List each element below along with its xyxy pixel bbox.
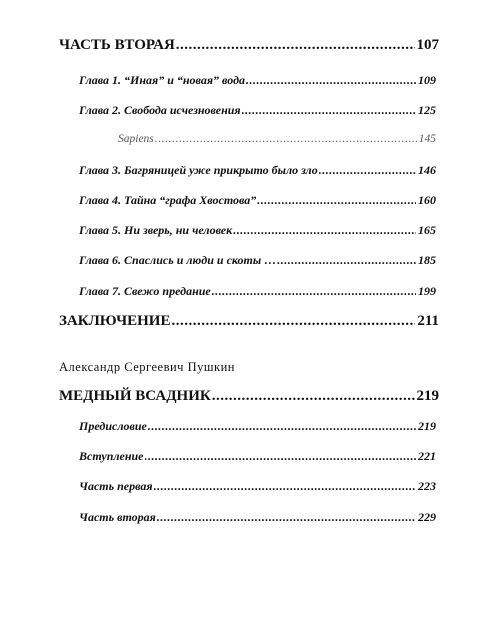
toc-entry-page: 165 xyxy=(418,223,436,237)
toc-entry-page: 146 xyxy=(418,163,436,177)
toc-entry-title: Глава 7. Свежо предание xyxy=(79,284,211,298)
toc-leader-dots xyxy=(246,73,416,88)
toc-entry-title: МЕДНЫЙ ВСАДНИК xyxy=(59,388,211,404)
toc-entry-page: 223 xyxy=(418,479,436,493)
toc-entry-title: Глава 3. Багряницей уже прикрыто было зло xyxy=(79,163,318,177)
toc-leader-dots xyxy=(242,103,416,118)
toc-leader-dots xyxy=(157,510,416,525)
toc-leader-dots xyxy=(277,253,416,268)
toc-entry-page: 145 xyxy=(418,133,436,145)
toc-entry-page: 221 xyxy=(418,449,436,463)
toc-entry-title: ЗАКЛЮЧЕНИЕ xyxy=(59,313,171,329)
toc-entry-part-one[interactable] xyxy=(79,479,436,494)
toc-entry-page: 125 xyxy=(418,103,436,117)
toc-entry-title: Часть вторая xyxy=(79,510,156,524)
toc-leader-dots xyxy=(145,449,416,464)
toc-entry-conclusion[interactable] xyxy=(59,313,439,330)
toc-entry-page: 219 xyxy=(418,419,436,433)
toc-entry-page: 219 xyxy=(416,388,439,404)
toc-entry-title: Вступление xyxy=(79,449,144,463)
toc-leader-dots xyxy=(171,313,415,330)
author-name: Александр Сергеевич Пушкин xyxy=(59,360,235,374)
toc-entry-page: 211 xyxy=(417,313,439,329)
toc-leader-dots xyxy=(233,223,416,238)
toc-entry-title: Предисловие xyxy=(79,419,147,433)
toc-entry-page: 160 xyxy=(418,193,436,207)
toc-entry-bronze-horseman[interactable] xyxy=(59,388,439,405)
toc-entry-title: Глава 2. Свобода исчезновения xyxy=(79,103,241,117)
toc-leader-dots xyxy=(176,37,415,54)
toc-entry-page: 109 xyxy=(418,73,436,87)
toc-entry-title: Глава 4. Тайна “графа Хвостова” xyxy=(79,193,257,207)
toc-entry-part-two[interactable] xyxy=(59,37,439,54)
toc-entry-chapter-5[interactable] xyxy=(79,223,436,238)
toc-entry-title: Sapiens xyxy=(118,133,154,145)
toc-entry-chapter-7[interactable] xyxy=(79,284,436,299)
toc-entry-page: 199 xyxy=(418,284,436,298)
toc-entry-part-two-poem[interactable] xyxy=(79,510,436,525)
toc-entry-preface[interactable] xyxy=(79,419,436,434)
toc-entry-sapiens[interactable] xyxy=(118,133,436,145)
toc-leader-dots xyxy=(154,479,416,494)
toc-entry-title: Часть первая xyxy=(79,479,153,493)
toc-entry-page: 185 xyxy=(418,253,436,267)
toc-entry-introduction[interactable] xyxy=(79,449,436,464)
toc-leader-dots xyxy=(155,133,417,145)
toc-leader-dots xyxy=(212,284,416,299)
toc-entry-title: Глава 5. Ни зверь, ни человек xyxy=(79,223,233,237)
toc-entry-chapter-1[interactable] xyxy=(79,73,436,88)
toc-leader-dots xyxy=(319,163,416,178)
toc-entry-chapter-3[interactable] xyxy=(79,163,436,178)
toc-entry-chapter-2[interactable] xyxy=(79,103,436,118)
toc-entry-title: ЧАСТЬ ВТОРАЯ xyxy=(59,37,175,53)
toc-entry-page: 229 xyxy=(418,510,436,524)
toc-leader-dots xyxy=(148,419,416,434)
toc-entry-title: Глава 1. “Иная” и “новая” вода xyxy=(79,73,246,87)
toc-entry-chapter-4[interactable] xyxy=(79,193,436,208)
toc-leader-dots xyxy=(212,388,415,405)
toc-entry-page: 107 xyxy=(416,37,439,53)
toc-entry-title: Глава 6. Спаслись и люди и скоты … xyxy=(79,253,277,267)
toc-entry-chapter-6[interactable] xyxy=(79,253,436,268)
toc-leader-dots xyxy=(257,193,416,208)
